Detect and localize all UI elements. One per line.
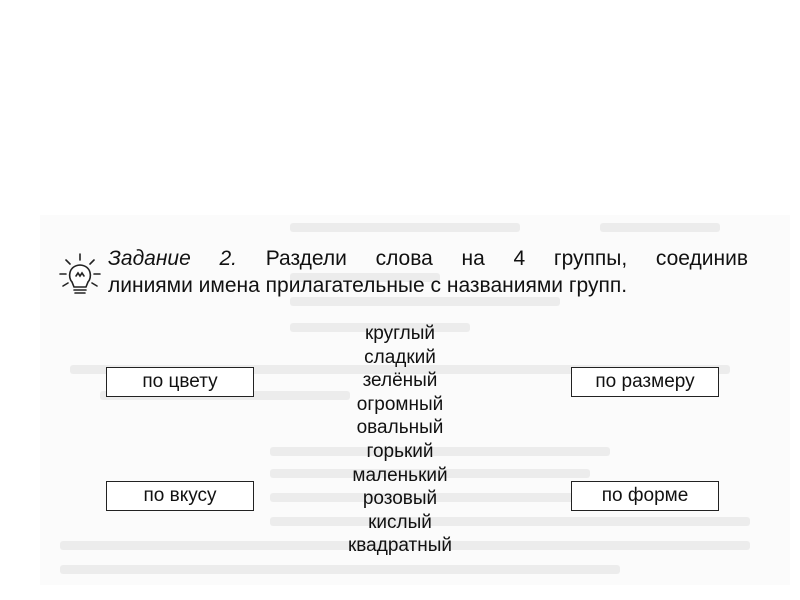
lightbulb-icon (58, 252, 102, 298)
task-instruction (108, 246, 748, 299)
adjective-word[interactable]: маленький (352, 464, 448, 486)
task-line-1: Раздели слова на 4 группы, соединив (265, 247, 748, 270)
task-heading: Задание 2. (108, 247, 237, 270)
adjective-word[interactable]: зелёный (362, 370, 438, 392)
group-box-size[interactable]: по размеру (571, 367, 719, 397)
adjective-word[interactable]: розовый (362, 488, 438, 510)
adjective-list (310, 322, 490, 558)
group-box-shape[interactable]: по форме (571, 481, 719, 511)
adjective-word[interactable]: квадратный (347, 535, 453, 557)
adjective-word[interactable]: сладкий (364, 346, 436, 368)
adjective-word[interactable]: кислый (368, 511, 432, 533)
group-box-taste[interactable]: по вкусу (106, 481, 254, 511)
task-line-2: линиями имена прилагательные с названиями групп. (108, 274, 628, 297)
group-box-color[interactable]: по цвету (106, 367, 254, 397)
adjective-word[interactable]: овальный (356, 417, 444, 439)
adjective-word[interactable]: горький (366, 440, 434, 462)
adjective-word[interactable]: круглый (364, 323, 436, 344)
adjective-word[interactable]: огромный (356, 393, 444, 415)
